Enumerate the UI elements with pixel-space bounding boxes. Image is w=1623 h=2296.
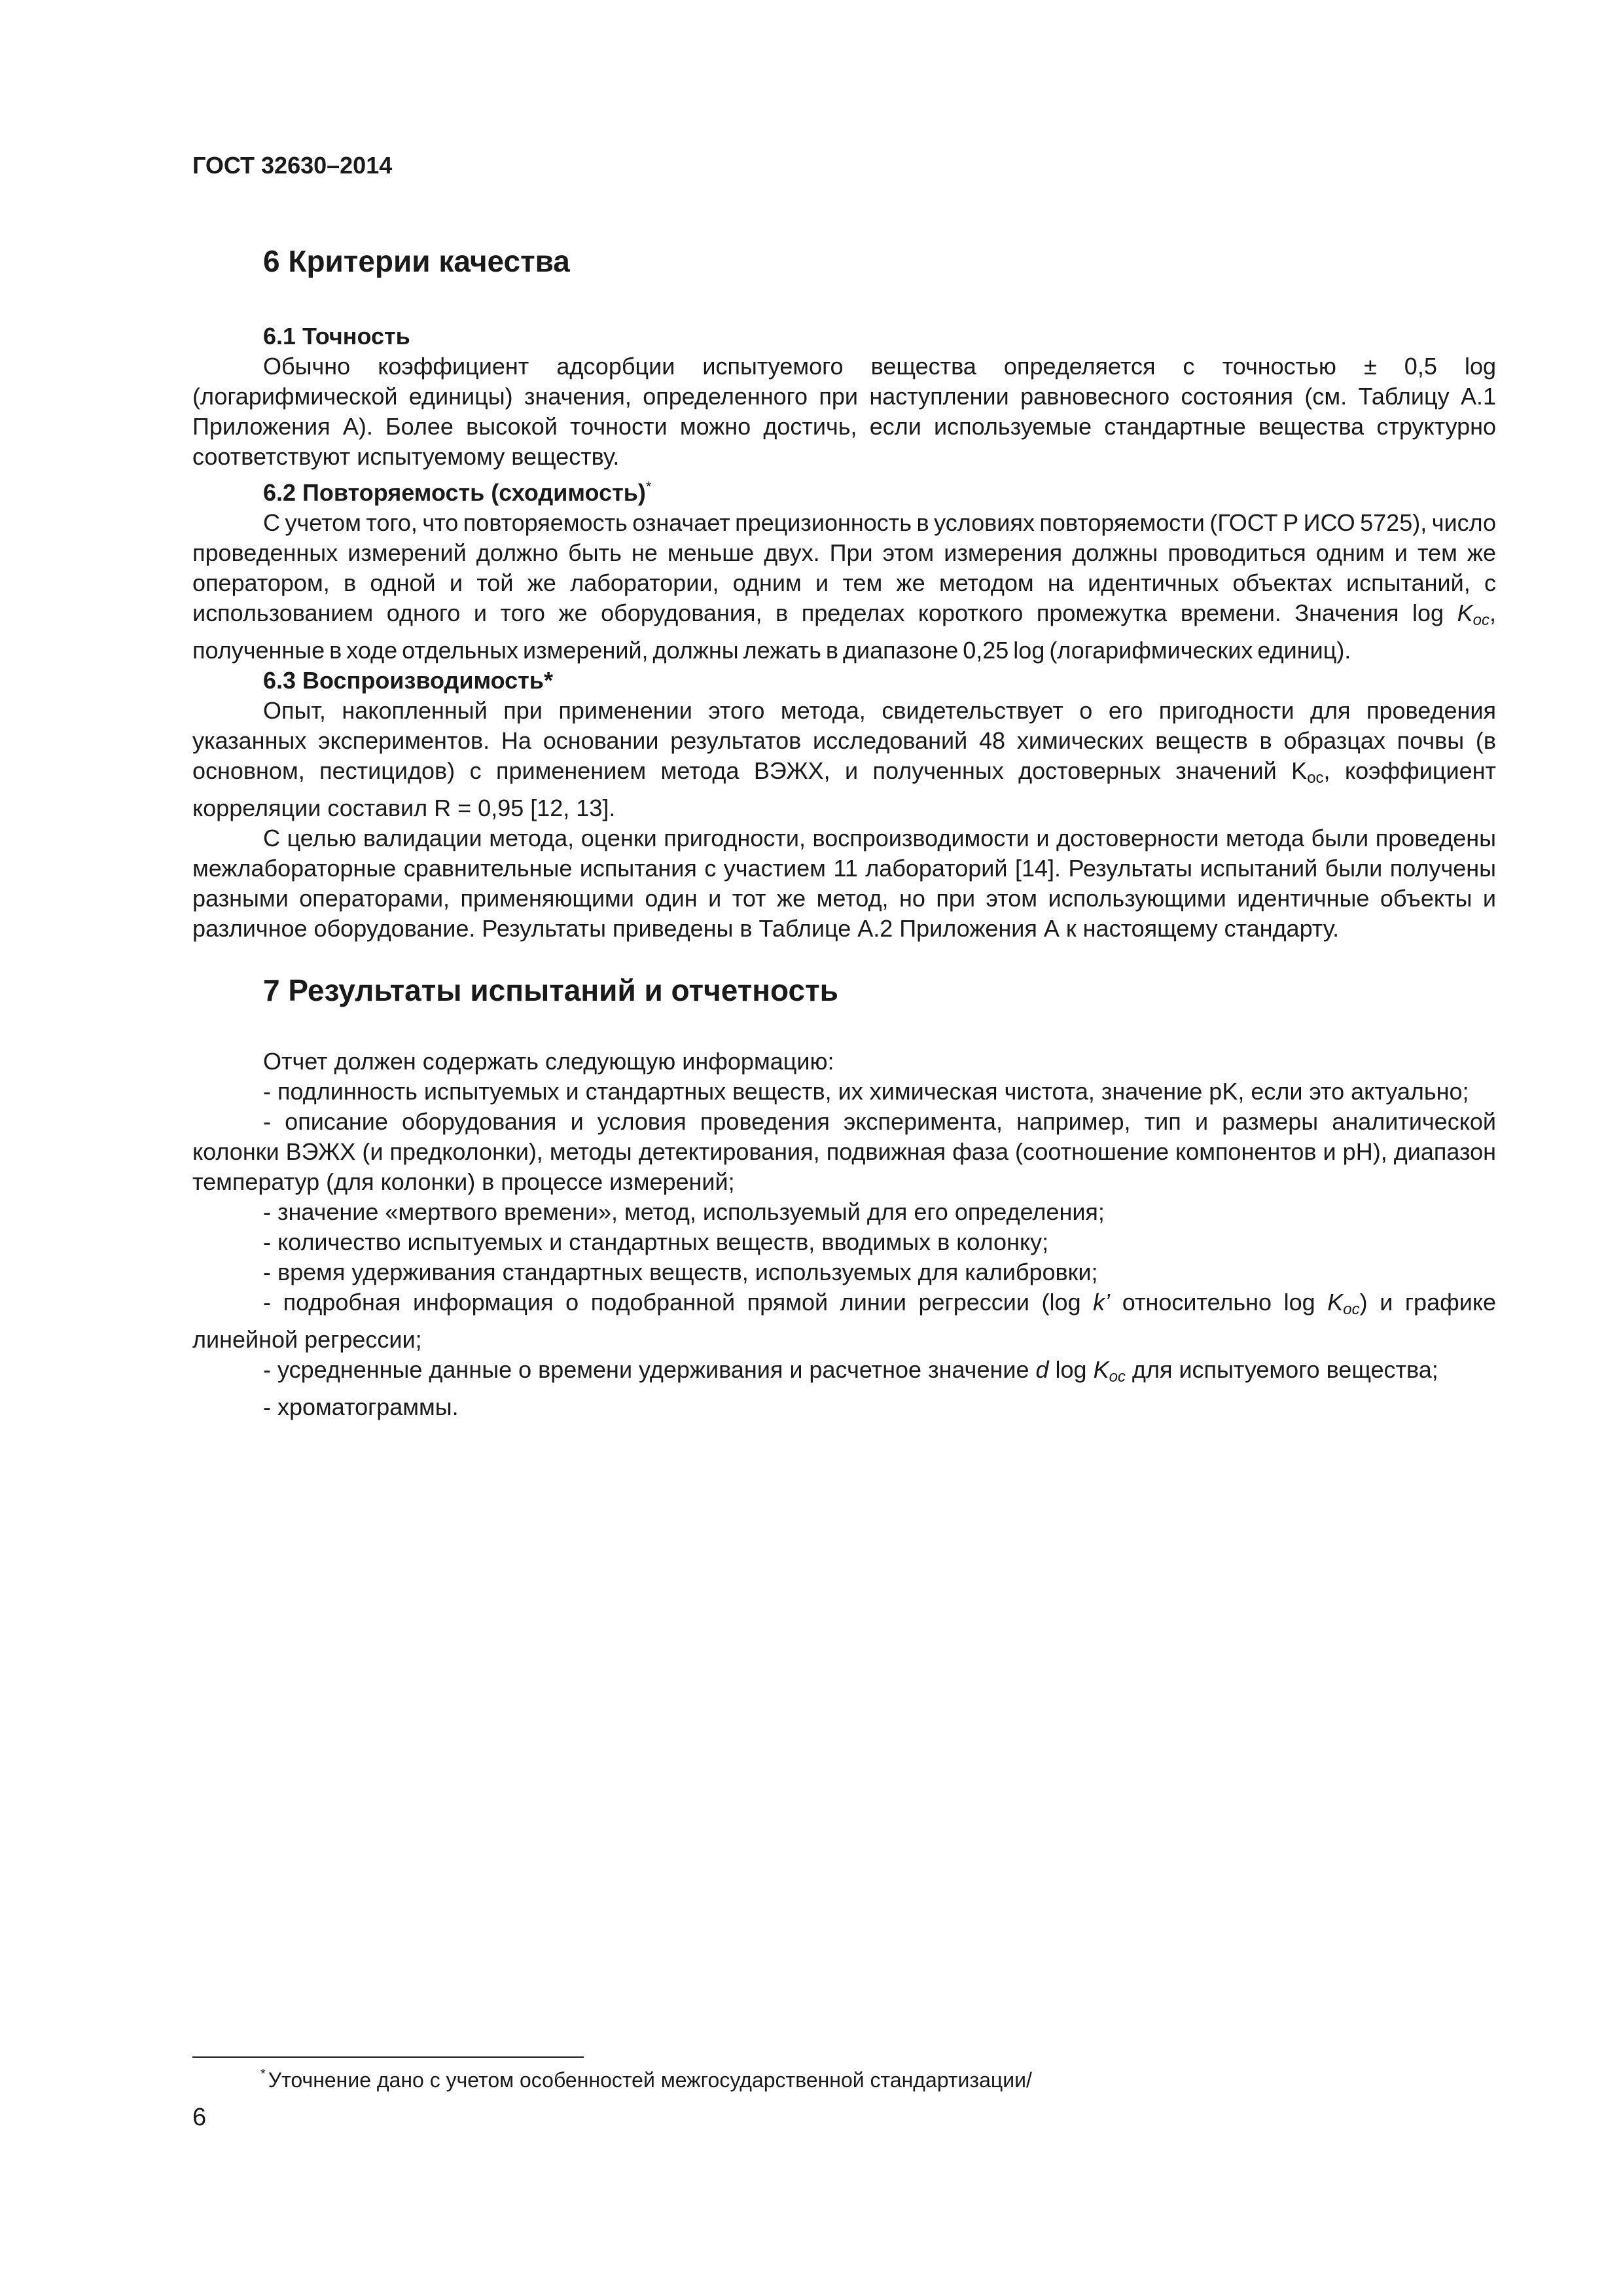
section-6-1-text: Обычно коэффициент адсорбции испытуемого вещества определяется с точностью ± 0,5 log (логарифмической единицы) значения, определенного при наступлении равновесного состояния (см. Таблицу А.1 Приложения А). Более высокой точности можно достичь, если используемые стандартные вещества структурно соответствуют испытуемому веществу. [192,353,1496,471]
k-subscript: oc [1472,611,1489,630]
section-6-2-title: 6.2 Повторяемость (сходимость) [263,479,646,507]
section-6-2-text-a: С учетом того, что повторяемость означает прецизионность в условиях повторяемости (ГОСТ Р ИСО 5725), число проведенных измерений должно быть не меньше двух. При этом измерения должны проводиться одним и тем же оператором, в одной и той же лаборатории, одним и тем же методом на идентичных объектах испытаний, с использованием одного и того же оборудования, в пределах короткого промежутка времени. Значения log [192,509,1496,627]
footnote-mark: * [645,478,652,495]
report-item: - описание оборудования и условия проведения эксперимента, например, тип и размеры аналитической колонки ВЭЖХ (и предколонки), методы детектирования, подвижная фаза (соотношение компонентов и pH), диапазон температур (для колонки) в процессе измерений; [192,1108,1496,1196]
section-6-2-text [192,508,1496,666]
page-number: 6 [192,2104,207,2131]
footnote-text: Уточнение дано с учетом особенностей межгосударственной стандартизации/ [268,2068,1032,2092]
item-7-part-b: log [1048,1356,1094,1384]
report-item: - количество испытуемых и стандартных веществ, вводимых в колонку; [263,1229,1049,1256]
footnote [260,2067,1032,2092]
section-7-intro: Отчет должен содержать следующую информацию: [263,1048,834,1075]
item-6-part-a: - подробная информация о подобранной прямой линии регрессии (log [263,1289,1094,1316]
footnote-divider [192,2056,584,2058]
item-6-part-b: относительно log [1110,1289,1328,1316]
section-7-title: 7 Результаты испытаний и отчетность [263,973,838,1008]
k-symbol: K [1457,600,1473,627]
section-6-3-text-1b: , коэффициент корреляции составил R = 0,95 [12, 13]. [192,757,1497,822]
k-symbol: K [1327,1289,1344,1316]
koc-subscript: oc [1307,769,1324,787]
k-subscript: oc [1343,1300,1360,1319]
report-item: - подлинность испытуемых и стандартных веществ, их химическая чистота, значение pK, если это актуально; [263,1078,1469,1105]
report-item [192,1355,1496,1392]
report-item: - время удерживания стандартных веществ, используемых для калибровки; [263,1259,1098,1286]
item-6-part-c: ) и графике линейной регрессии; [192,1289,1496,1354]
section-6-3-text-1 [192,696,1496,823]
item-7-part-a: - усредненные данные о времени удерживания и расчетное значение [263,1356,1036,1384]
report-item: - значение «мертвого времени», метод, используемый для его определения; [263,1198,1105,1226]
report-item: - хроматограммы. [263,1393,459,1421]
section-6-3-title: 6.3 Воспроизводимость* [263,667,553,694]
k-prime-symbol: k’ [1093,1289,1111,1316]
k-symbol: K [1093,1356,1109,1384]
section-6-3-text-2: С целью валидации метода, оценки пригодности, воспроизводимости и достоверности метода были проведены межлабораторные сравнительные испытания с участием 11 лабораторий [14]. Результаты испытаний были получены разными операторами, применяющими один и тот же метод, но при этом использующими идентичные объекты и различное оборудование. Результаты приведены в Таблице А.2 Приложения А к настоящему стандарту. [192,825,1496,942]
section-6-2-heading [263,472,1496,508]
d-symbol: d [1035,1356,1049,1384]
section-6-1-title: 6.1 Точность [263,323,410,350]
section-6-2-text-b: , полученные в ходе отдельных измерений, должны лежать в диапазоне 0,25 log (логарифмических единиц). [192,600,1496,664]
document-code: ГОСТ 32630–2014 [192,152,393,179]
report-item [192,1287,1496,1355]
item-7-part-c: для испытуемого вещества; [1125,1356,1438,1384]
section-6-title: 6 Критерии качества [263,244,570,278]
page-content [192,243,1496,1422]
k-subscript: oc [1109,1368,1126,1386]
footnote-mark: * [260,2067,266,2081]
section-6-3-text-1a: Опыт, накопленный при применении этого метода, свидетельствует о его пригодности для проведения указанных экспериментов. На основании результатов исследований 48 химических веществ в образцах почвы (в основном, пестицидов) с применением метода ВЭЖХ, и полученных достоверных значений K [192,697,1496,785]
